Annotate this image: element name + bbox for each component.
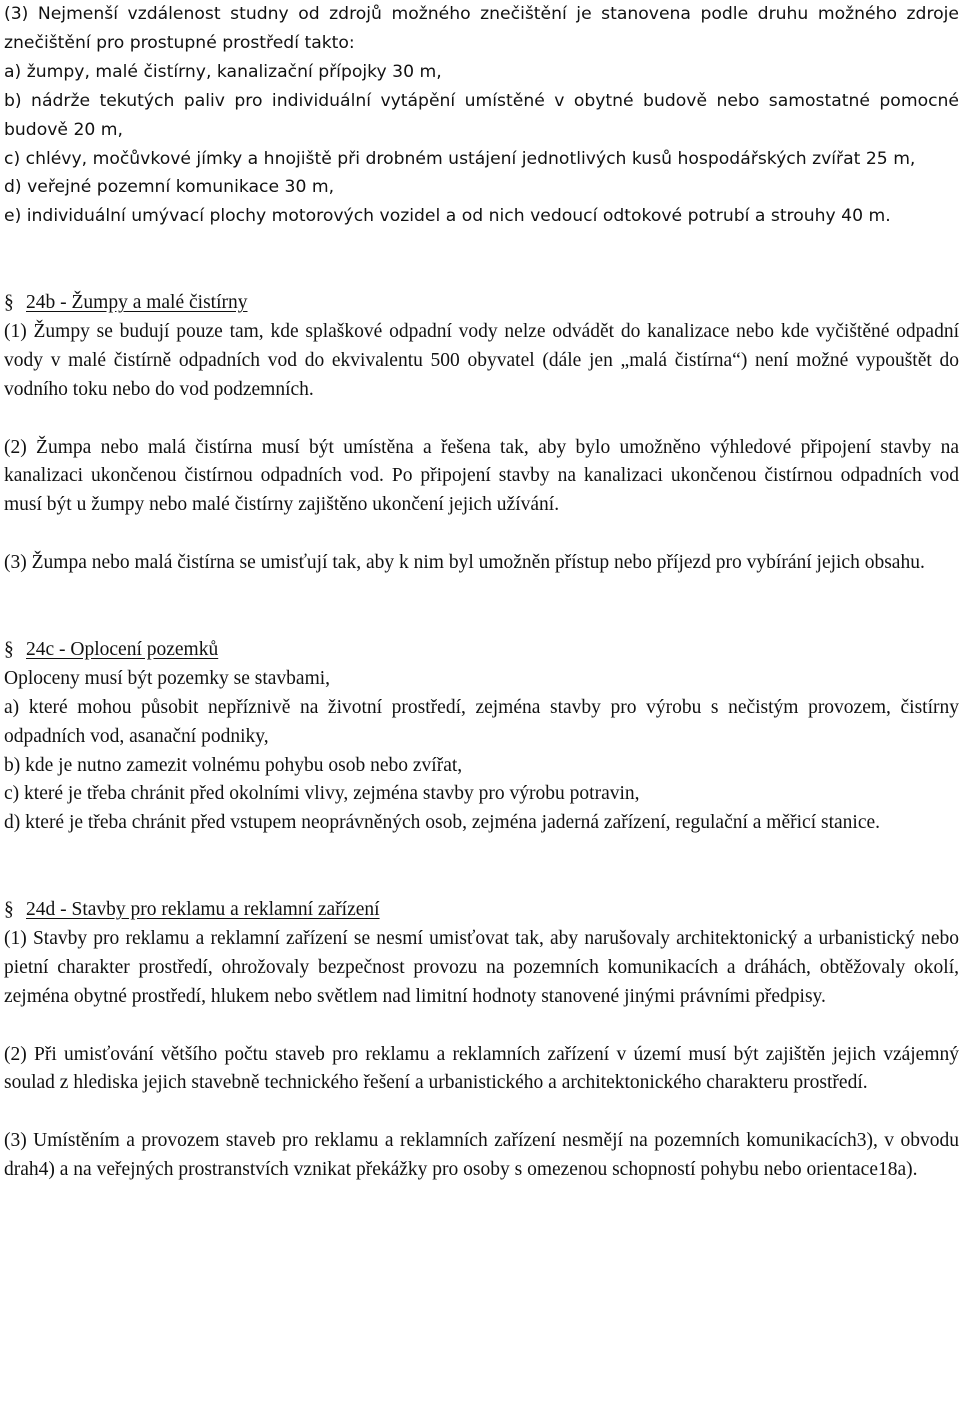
- spacer: [4, 578, 959, 636]
- spacer: [4, 1098, 959, 1127]
- intro-item-c: c) chlévy, močůvkové jímky a hnojiště při drobném ustájení jednotlivých kusů hospodářských zvířat 25 m,: [4, 148, 916, 169]
- paragraph: (3) Umístěním a provozem staveb pro reklamu a reklamních zařízení nesmějí na pozemních komunikacích3), v obvodu drah4) a na veřejných prostranstvích vznikat překážky pro osoby s omezenou schopností pohybu nebo orientace18a).: [4, 1130, 959, 1181]
- section-title: 24b - Žumpy a malé čistírny: [26, 292, 248, 314]
- intro-item-b: b) nádrže tekutých paliv pro individuální vytápění umístěné v obytné budově nebo samostatné pomocné budově 20 m,: [4, 90, 959, 140]
- spacer: [4, 405, 959, 434]
- section-title: 24c - Oplocení pozemků: [26, 638, 219, 660]
- section-symbol: §: [4, 292, 14, 314]
- section-24b: [4, 289, 959, 578]
- section-heading: [4, 636, 959, 665]
- document-page: [4, 0, 959, 1185]
- intro-item-d: d) veřejné pozemní komunikace 30 m,: [4, 177, 335, 198]
- list-item: a) které mohou působit nepříznivě na životní prostředí, zejména stavby pro výrobu s nečistým provozem, čistírny odpadních vod, asanační podniky,: [4, 696, 959, 747]
- paragraph: Oploceny musí být pozemky se stavbami,: [4, 667, 331, 689]
- spacer: [4, 1012, 959, 1041]
- list-item: d) které je třeba chránit před vstupem neoprávněných osob, zejména jaderná zařízení, regulační a měřicí stanice.: [4, 812, 881, 834]
- section-symbol: §: [4, 899, 14, 921]
- section-heading: [4, 289, 959, 318]
- spacer: [4, 838, 959, 896]
- paragraph: (3) Žumpa nebo malá čistírna se umisťují tak, aby k nim byl umožněn přístup nebo příjezd pro vybírání jejich obsahu.: [4, 552, 925, 574]
- intro-paragraph: (3) Nejmenší vzdálenost studny od zdrojů možného znečištění je stanovena podle druhu možného zdroje znečištění pro prostupné prostředí takto:: [4, 4, 959, 53]
- list-item: b) kde je nutno zamezit volnému pohybu osob nebo zvířat,: [4, 754, 463, 776]
- section-heading: [4, 896, 959, 925]
- paragraph: (2) Při umisťování většího počtu staveb pro reklamu a reklamních zařízení v území musí být zajištěn jejich vzájemný soulad z hlediska jejich stavebně technického řešení a urbanistického a architektonického charakteru prostředí.: [4, 1043, 959, 1094]
- spacer: [4, 520, 959, 549]
- spacer: [4, 231, 959, 289]
- section-symbol: §: [4, 638, 14, 660]
- section-24c: [4, 636, 959, 838]
- section-title: 24d - Stavby pro reklamu a reklamní zařízení: [26, 899, 380, 921]
- intro-block: [4, 0, 959, 231]
- intro-item-e: e) individuální umývací plochy motorových vozidel a od nich vedoucí odtokové potrubí a strouhy 40 m.: [4, 206, 891, 227]
- intro-item-a: a) žumpy, malé čistírny, kanalizační přípojky 30 m,: [4, 61, 442, 82]
- paragraph: (1) Stavby pro reklamu a reklamní zařízení se nesmí umisťovat tak, aby narušovaly architektonický a urbanistický nebo pietní charakter prostředí, ohrožovaly bezpečnost provozu na pozemních komunikacích a dráhách, obtěžovaly okolí, zejména obytné prostředí, hlukem nebo světlem nad limitní hodnoty stanovené jinými právními předpisy.: [4, 927, 959, 1007]
- paragraph: (2) Žumpa nebo malá čistírna musí být umístěna a řešena tak, aby bylo umožněno výhledové připojení stavby na kanalizaci ukončenou čistírnou odpadních vod. Po připojení stavby na kanalizaci ukončenou čistírnou odpadních vod musí být u žumpy nebo malé čistírny zajištěno ukončení jejich užívání.: [4, 436, 959, 516]
- section-24d: [4, 896, 959, 1185]
- paragraph: (1) Žumpy se budují pouze tam, kde splaškové odpadní vody nelze odvádět do kanalizace nebo kde vyčištěné odpadní vody v malé čistírně odpadních vod do ekvivalentu 500 obyvatel (dále jen „malá čistírna“) není možné vypouštět do vodního toku nebo do vod podzemních.: [4, 320, 959, 400]
- list-item: c) které je třeba chránit před okolními vlivy, zejména stavby pro výrobu potravin,: [4, 783, 640, 805]
